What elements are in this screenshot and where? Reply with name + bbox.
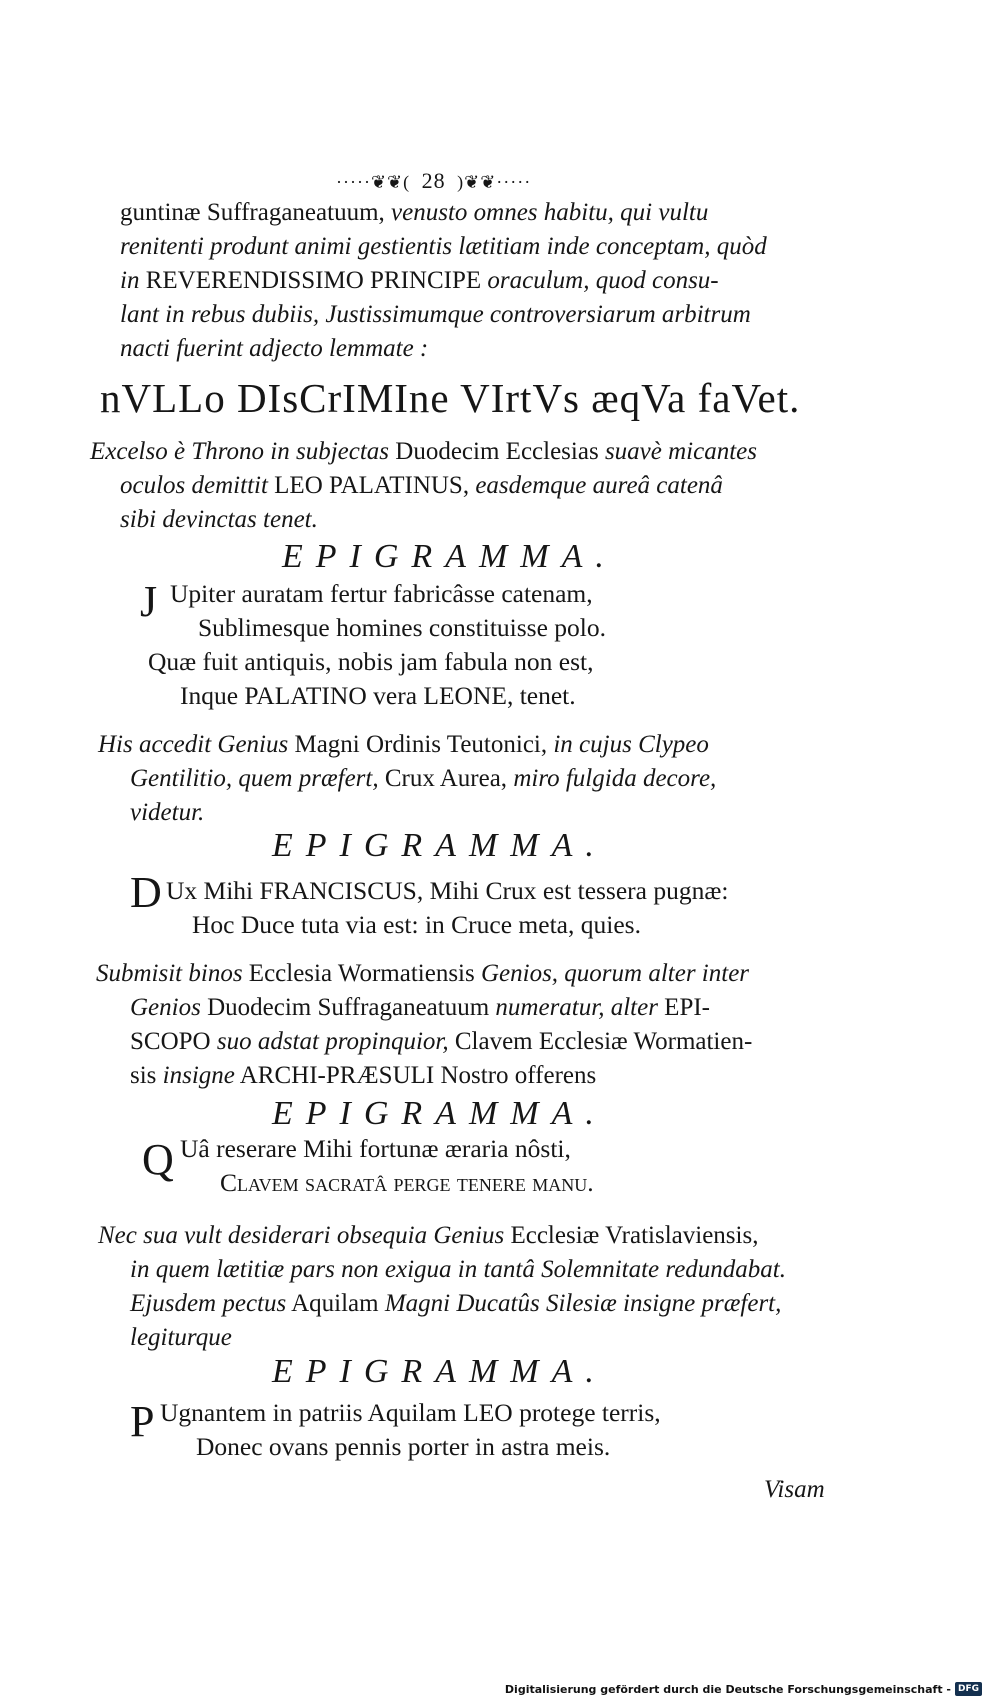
- para5-line3: [130, 1290, 781, 1319]
- para4-line4-c: ARCHI-PRÆSULI Nostro offerens: [239, 1062, 597, 1089]
- verse4-line2: Donec ovans pennis porter in astra meis.: [196, 1432, 611, 1461]
- dropcap-2: D: [130, 868, 162, 917]
- para3-line2-b: Crux Aurea,: [384, 765, 508, 792]
- dropcap-4: P: [130, 1397, 155, 1446]
- epigram-heading-4: EPIGRAMMA.: [272, 1353, 607, 1390]
- para3-line1-a: His accedit Genius: [98, 731, 289, 758]
- para2-line2-a: oculos demittit: [120, 472, 268, 499]
- para4-line4-b: insigne: [162, 1062, 235, 1089]
- para5-line4: legiturque: [130, 1324, 232, 1351]
- para4-line1-c: Genios, quorum alter inter: [480, 960, 750, 987]
- page-number: 28: [421, 168, 446, 193]
- para2-line2: [120, 472, 723, 501]
- para1-line3-caps: REVERENDISSIMO PRINCIPE: [145, 267, 482, 294]
- para2-line2-c: easdemque aureâ catenâ: [475, 472, 723, 499]
- para2-line3: sibi devinctas tenet.: [120, 506, 318, 533]
- para5-line2: in quem lætitiæ pars non exigua in tantâ Solemnitate redundabat.: [130, 1256, 786, 1283]
- para2-line1-a: Excelso è Throno in subjectas: [90, 438, 390, 465]
- para4-line4: [130, 1062, 596, 1091]
- verse1-line1: Upiter auratam fertur fabricâsse catenam,: [170, 579, 593, 608]
- para1-line4: lant in rebus dubiis, Justissimumque controversiarum arbitrum: [120, 301, 751, 328]
- verse1-line4: Inque PALATINO vera LEONE, tenet.: [180, 681, 576, 710]
- verse2-line2: Hoc Duce tuta via est: in Cruce meta, quies.: [192, 910, 641, 939]
- para2-line1-b: Duodecim Ecclesias: [395, 438, 599, 465]
- para2-line1-c: suavè micantes: [604, 438, 757, 465]
- para4-line2-b: Duodecim Suffraganeatuum: [207, 994, 490, 1021]
- para5-line3-a: Ejusdem pectus: [130, 1290, 287, 1317]
- para4-line1: [96, 960, 749, 989]
- dropcap-3: Q: [142, 1135, 174, 1184]
- verse3-line2: Clavem sacratâ perge tenere manu.: [220, 1168, 594, 1197]
- para4-line2-a: Genios: [130, 994, 201, 1021]
- epigram-heading-3: EPIGRAMMA.: [272, 1095, 607, 1132]
- para2-line2-b: LEO PALATINUS,: [274, 472, 470, 499]
- para1-line3: [120, 267, 719, 296]
- para1-line1-italic: venusto omnes habitu, qui vultu: [391, 199, 709, 226]
- verse1-line2: Sublimesque homines constituisse polo.: [198, 613, 606, 642]
- para3-line1-c: in cujus Clypeo: [553, 731, 709, 758]
- dfg-logo: DFG: [955, 1682, 982, 1696]
- verse3-line1: Uâ reserare Mihi fortunæ æraria nôsti,: [180, 1134, 571, 1163]
- para1-line3-italic-a: in: [120, 267, 140, 294]
- running-head: [336, 168, 531, 193]
- para3-line3: videtur.: [130, 799, 205, 826]
- para4-line2-d: EPI-: [664, 994, 710, 1021]
- para1-line2: renitenti produnt animi gestientis lætitiam inde conceptam, quòd: [120, 233, 767, 260]
- para1-line1-roman: guntinæ Suffraganeatuum,: [120, 199, 385, 226]
- para3-line2-c: miro fulgida decore,: [513, 765, 717, 792]
- dropcap-1: J: [140, 577, 158, 626]
- para2-line1: [90, 438, 757, 467]
- para4-line3-c: Clavem Ecclesiæ Wormatien-: [454, 1028, 753, 1055]
- para3-line1-b: Magni Ordinis Teutonici,: [294, 731, 548, 758]
- para3-line2-a: Gentilitio, quem præfert,: [130, 765, 379, 792]
- para5-line3-b: Aquilam: [291, 1290, 379, 1317]
- para1-line1: [120, 199, 708, 228]
- para5-line1: [98, 1222, 758, 1251]
- ornament-right: )❦❦·····: [457, 172, 532, 192]
- para1-line5: nacti fuerint adjecto lemmate :: [120, 335, 429, 362]
- para4-line3-a: SCOPO: [130, 1028, 211, 1055]
- para4-line1-b: Ecclesia Wormatiensis: [248, 960, 475, 987]
- para5-line1-a: Nec sua vult desiderari obsequia Genius: [98, 1222, 505, 1249]
- para4-line3: [130, 1028, 752, 1057]
- verse4-line1: Ugnantem in patriis Aquilam LEO protege terris,: [160, 1398, 661, 1427]
- para5-line3-c: Magni Ducatûs Silesiæ insigne præfert,: [384, 1290, 782, 1317]
- verse2-line1: Ux Mihi FRANCISCUS, Mihi Crux est tessera pugnæ:: [166, 876, 729, 905]
- chronogram-lemma: nVLLo DIsCrIMIne VIrtVs æqVa faVet.: [100, 375, 801, 421]
- para1-line3-italic-b: oraculum, quod consu-: [487, 267, 719, 294]
- para5-line1-b: Ecclesiæ Vratislaviensis,: [510, 1222, 759, 1249]
- epigram-heading-2: EPIGRAMMA.: [272, 827, 607, 864]
- para4-line4-a: sis: [130, 1062, 157, 1089]
- para3-line1: [98, 731, 709, 760]
- credit-text: Digitalisierung gefördert durch die Deutsche Forschungsgemeinschaft -: [504, 1682, 951, 1696]
- para4-line1-a: Submisit binos: [96, 960, 243, 987]
- ornament-left: ·····❦❦(: [336, 172, 411, 192]
- verse1-line3: Quæ fuit antiquis, nobis jam fabula non est,: [148, 647, 594, 676]
- para3-line2: [130, 765, 716, 794]
- catchword: Visam: [764, 1476, 825, 1503]
- digitization-credit: [505, 1682, 982, 1696]
- para4-line2: [130, 994, 710, 1023]
- epigram-heading-1: EPIGRAMMA.: [282, 538, 617, 575]
- para4-line3-b: suo adstat propinquior,: [216, 1028, 449, 1055]
- para4-line2-c: numeratur, alter: [495, 994, 658, 1021]
